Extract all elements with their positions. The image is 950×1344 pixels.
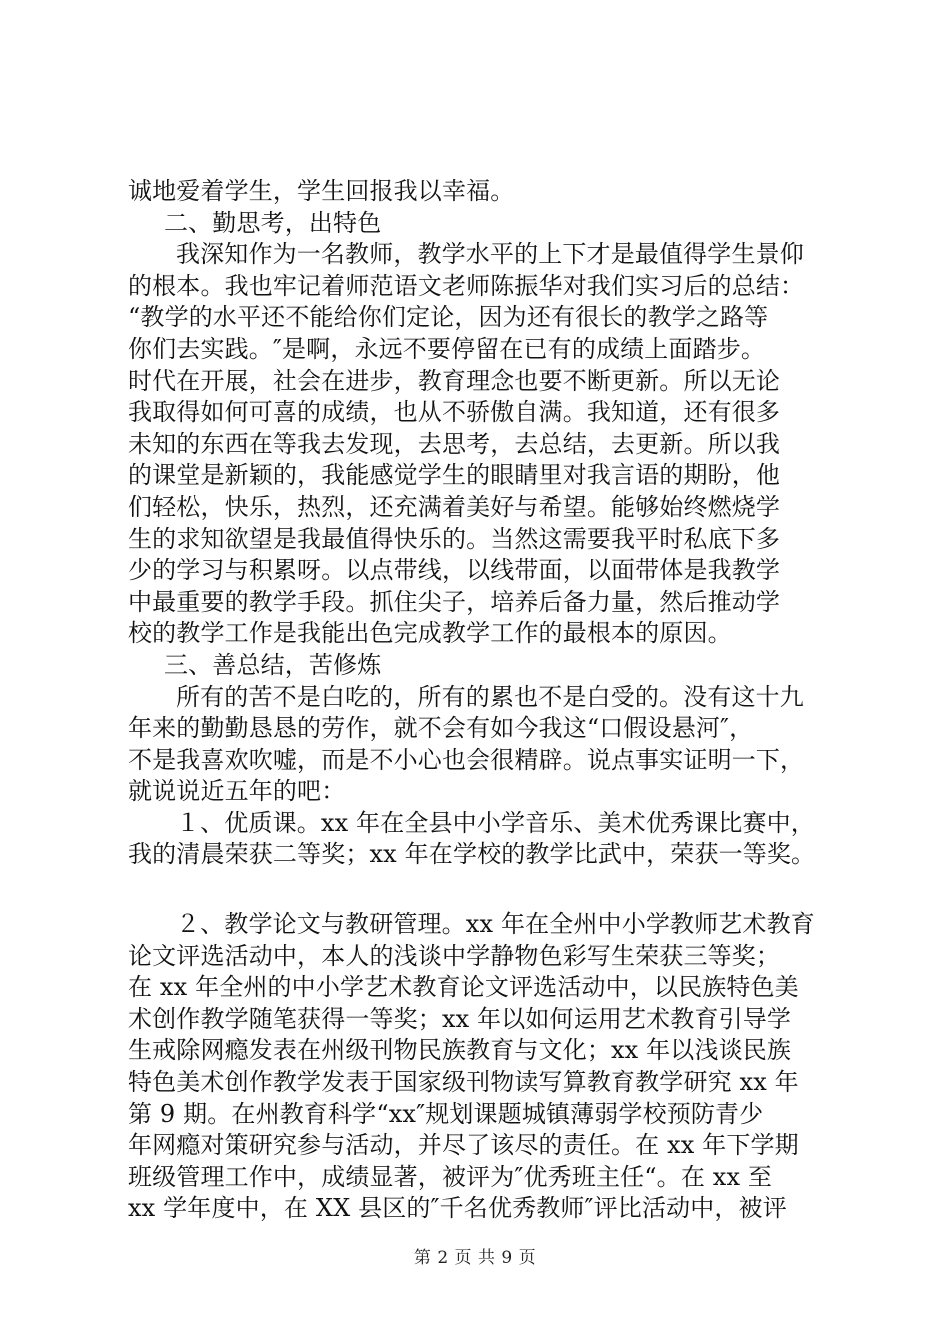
- paragraph-gap: [128, 871, 848, 909]
- section-heading: 三、善总结，苦修炼: [164, 650, 382, 679]
- text-line: “教学的水平还不能给你们定论，因为还有很长的教学之路等: [128, 303, 769, 332]
- text-line: 生的求知欲望是我最值得快乐的。当然这需要我平时私底下多: [128, 524, 781, 553]
- text-line: 时代在开展，社会在进步，教育理念也要不断更新。所以无论: [128, 366, 781, 395]
- text-line: 未知的东西在等我去发现，去思考，去总结，去更新。所以我: [128, 429, 781, 458]
- text-line: 年网瘾对策研究参与活动，并尽了该尽的责任。在 xx 年下学期: [128, 1131, 799, 1160]
- text-line: 诚地爱着学生，学生回报我以幸福。: [128, 177, 515, 205]
- body-text: [128, 176, 848, 1225]
- text-line: 术创作教学随笔获得一等奖；xx 年以如何运用艺术教育引导学: [128, 1004, 792, 1033]
- text-line: 中最重要的教学手段。抓住尖子，培养后备力量，然后推动学: [128, 587, 781, 616]
- text-line: 在 xx 年全州的中小学艺术教育论文评选活动中，以民族特色美: [128, 973, 799, 1002]
- page-footer: 第 2 页 共 9 页: [413, 1248, 537, 1268]
- text-line: 你们去实践。″是啊，永远不要停留在已有的成绩上面踏步。: [128, 334, 766, 363]
- text-line: 我的清晨荣获二等奖；xx 年在学校的教学比武中，荣获一等奖。: [128, 840, 816, 869]
- text-line: 特色美术创作教学发表于国家级刊物读写算教育教学研究 xx 年: [128, 1068, 799, 1097]
- text-line: 生戒除网瘾发表在州级刊物民族教育与文化；xx 年以浅谈民族: [128, 1036, 792, 1065]
- text-line: 的课堂是新颖的，我能感觉学生的眼睛里对我言语的期盼，他: [128, 461, 781, 490]
- text-line: 不是我喜欢吹嘘，而是不小心也会很精辟。说点事实证明一下，: [128, 745, 805, 774]
- section-heading: 二、勤思考，出特色: [164, 208, 382, 237]
- text-line: 的根本。我也牢记着师范语文老师陈振华对我们实习后的总结：: [128, 271, 805, 300]
- text-line: 就说说近五年的吧：: [128, 777, 346, 806]
- text-line: 我取得如何可喜的成绩，也从不骄傲自满。我知道，还有很多: [128, 398, 781, 427]
- text-line: 第 9 期。在州教育科学“xx″规划课题城镇薄弱学校预防青少: [128, 1099, 764, 1128]
- text-line: 校的教学工作是我能出色完成教学工作的最根本的原因。: [128, 619, 732, 648]
- list-item: ２、教学论文与教研管理。xx 年在全州中小学教师艺术教育: [176, 910, 815, 939]
- text-line: 论文评选活动中，本人的浅谈中学静物色彩写生荣获三等奖；: [128, 941, 781, 970]
- text-line: 所有的苦不是白吃的，所有的累也不是白受的。没有这十九: [176, 682, 804, 711]
- text-line: xx 学年度中，在 XX 县区的″千名优秀教师″评比活动中，被评: [128, 1194, 787, 1223]
- text-line: 少的学习与积累呀。以点带线，以线带面，以面带体是我教学: [128, 556, 781, 585]
- text-line: 我深知作为一名教师，教学水平的上下才是最值得学生景仰: [176, 240, 804, 269]
- text-line: 班级管理工作中，成绩显著，被评为″优秀班主任“。在 xx 至: [128, 1162, 773, 1191]
- list-item: １、优质课。xx 年在全县中小学音乐、美术优秀课比赛中，: [176, 808, 815, 837]
- text-line: 们轻松，快乐，热烈，还充满着美好与希望。能够始终燃烧学: [128, 492, 781, 521]
- text-line: 年来的勤勤恳恳的劳作，就不会有如今我这“口假设悬河″，: [128, 714, 754, 743]
